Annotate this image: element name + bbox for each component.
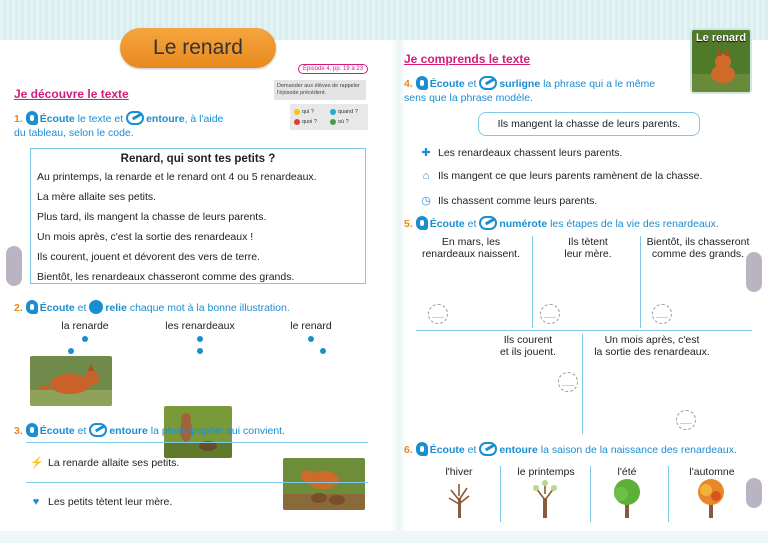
- tree-summer-icon: [610, 478, 644, 518]
- reading-line: Au printemps, la renarde et le renard ont 4 ou 5 renardeaux.: [37, 171, 317, 183]
- exercise-3-option[interactable]: ⚡ La renarde allaite ses petits.: [30, 456, 180, 469]
- tree-bare-icon: [446, 482, 472, 518]
- word-la-renarde[interactable]: la renarde: [61, 320, 109, 332]
- legend-item-who: qui ?: [294, 109, 314, 115]
- photo-male-fox[interactable]: [283, 458, 365, 510]
- connector-dot[interactable]: [82, 336, 88, 342]
- step-label: Ils courent et ils jouent.: [499, 334, 557, 358]
- season-autumn[interactable]: l'automne: [689, 466, 735, 478]
- exercise-4-option[interactable]: ✚ Les renardeaux chassent leurs parents.: [421, 146, 623, 159]
- step-number-circle[interactable]: ___: [540, 304, 560, 324]
- legend-item-what: quoi ?: [294, 119, 317, 125]
- connector-dot[interactable]: [308, 336, 314, 342]
- season-divider: [500, 466, 501, 522]
- cover-title: Le renard: [695, 32, 747, 44]
- teacher-note: Demander aux élèves de rappeler l'épisode précédent.: [274, 80, 366, 100]
- legend-item-where: où ?: [330, 119, 349, 125]
- reading-line: Plus tard, ils mangent la chasse de leurs parents.: [37, 211, 267, 223]
- reading-line: Ils courent, jouent et dévorent des vers de terre.: [37, 251, 260, 263]
- highlighter-icon: [479, 76, 497, 90]
- exercise-6-instruction: 6. Écoute et entoure la saison de la naissance des renardeaux.: [404, 444, 737, 456]
- exercise-5-instruction: 5. Écoute et numérote les étapes de la vie des renardeaux.: [404, 218, 719, 230]
- step-row-divider: [416, 330, 752, 331]
- pen-icon: [89, 423, 107, 437]
- season-summer[interactable]: l'été: [617, 466, 637, 478]
- reading-line: Bientôt, les renardeaux chasseront comme des grands.: [37, 271, 295, 283]
- exercise-4-instruction: 4. Écoute et surligne la phrase qui a le même sens que la phrase modèle.: [404, 78, 656, 104]
- step-number-circle[interactable]: ___: [558, 372, 578, 392]
- connector-dot[interactable]: [197, 336, 203, 342]
- book-cover-thumbnail: [690, 28, 752, 94]
- section-title-discover: Je découvre le texte: [14, 87, 129, 101]
- ear-icon: [416, 442, 428, 456]
- word-le-renard[interactable]: le renard: [290, 320, 332, 332]
- exercise-3-divider: [26, 482, 368, 483]
- house-icon: ⌂: [422, 170, 430, 182]
- reading-line: Un mois après, c'est la sortie des renardeaux !: [37, 231, 254, 243]
- page-footer-band: [0, 531, 768, 543]
- right-page-tab-bottom: [746, 478, 762, 508]
- ear-icon: [26, 423, 38, 437]
- season-spring[interactable]: le printemps: [517, 466, 575, 478]
- link-icon: [89, 300, 103, 314]
- step-number-circle[interactable]: ___: [652, 304, 672, 324]
- connector-dot[interactable]: [197, 348, 203, 354]
- step-label: En mars, les renardeaux naissent.: [421, 236, 521, 260]
- exercise-4-option[interactable]: ◷ Ils chassent comme leurs parents.: [421, 194, 598, 207]
- reading-title: Renard, qui sont tes petits ?: [120, 153, 276, 165]
- season-winter[interactable]: l'hiver: [445, 466, 473, 478]
- step-label: Un mois après, c'est la sortie des renardeaux.: [594, 334, 710, 358]
- step-number-circle[interactable]: ___: [676, 410, 696, 430]
- ear-icon: [416, 76, 428, 90]
- pen-icon: [479, 216, 497, 230]
- section-title-understand: Je comprends le texte: [404, 52, 531, 66]
- legend-dot: [330, 119, 336, 125]
- step-label: Bientôt, ils chasseront comme des grands.: [646, 236, 750, 260]
- reading-line: La mère allaite ses petits.: [37, 191, 157, 203]
- pen-icon: [479, 442, 497, 456]
- legend-item-when: quand ?: [330, 109, 358, 115]
- plus-icon: ✚: [421, 147, 431, 159]
- page-title: Le renard: [120, 28, 276, 68]
- tree-spring-icon: [530, 480, 560, 518]
- legend-dot: [294, 109, 300, 115]
- pen-icon: [126, 111, 144, 125]
- connector-dot[interactable]: [68, 348, 74, 354]
- step-divider: [532, 236, 533, 328]
- exercise-3-option[interactable]: ♥ Les petits tètent leur mère.: [30, 496, 172, 508]
- lightning-icon: ⚡: [30, 457, 44, 469]
- exercise-1-instruction: 1. Écoute le texte et entoure, à l'aide du tableau, selon le code.: [14, 113, 224, 139]
- season-divider: [590, 466, 591, 522]
- word-les-renardeaux[interactable]: les renardeaux: [165, 320, 235, 332]
- step-label: Ils tètent leur mère.: [564, 236, 612, 260]
- fox-photo-illustration: [30, 356, 112, 406]
- photo-vixen[interactable]: [30, 356, 112, 406]
- clock-icon: ◷: [421, 195, 431, 207]
- ear-icon: [416, 216, 428, 230]
- male-fox-photo-illustration: [283, 458, 365, 510]
- exercise-3-instruction: 3. Écoute et entoure la photographie qui convient.: [14, 425, 286, 437]
- heart-icon: ♥: [32, 496, 40, 508]
- season-divider: [668, 466, 669, 522]
- ear-icon: [26, 300, 38, 314]
- exercise-2-instruction: 2. Écoute et relie chaque mot à la bonne illustration.: [14, 302, 290, 314]
- step-number-circle[interactable]: ___: [428, 304, 448, 324]
- ear-icon: [26, 111, 38, 125]
- tree-autumn-icon: [694, 478, 728, 518]
- exercise-3-divider: [26, 442, 368, 443]
- model-sentence-box: Ils mangent la chasse de leurs parents.: [478, 112, 700, 136]
- page-header-band: [0, 0, 768, 40]
- connector-dot[interactable]: [320, 348, 326, 354]
- legend-dot: [294, 119, 300, 125]
- step-divider: [582, 334, 583, 434]
- reading-text-box: [30, 148, 366, 284]
- episode-tag: Épisode 4, pp. 19 à 23: [298, 64, 368, 74]
- exercise-4-option[interactable]: ⌂ Ils mangent ce que leurs parents ramènent de la chasse.: [420, 170, 702, 182]
- left-page-tab: [6, 246, 22, 286]
- legend-dot: [330, 109, 336, 115]
- code-legend: [290, 104, 368, 130]
- step-divider: [640, 236, 641, 328]
